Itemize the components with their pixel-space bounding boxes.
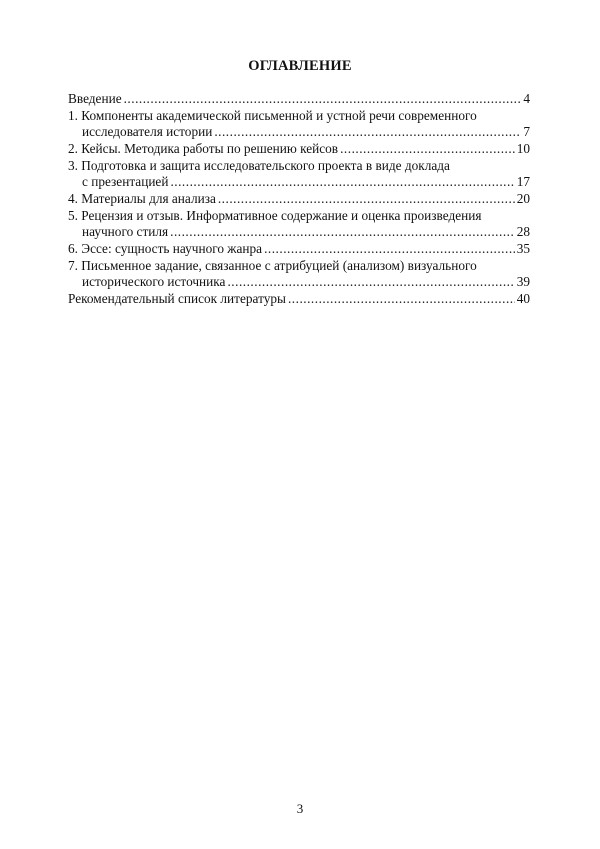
toc-entry-title-continuation: научного стиля bbox=[82, 224, 169, 239]
toc-entry-chapter-6[interactable] bbox=[68, 241, 530, 257]
toc-entry-chapter-7[interactable] bbox=[68, 258, 530, 290]
toc-entry-title: 4. Материалы для анализа bbox=[68, 191, 216, 206]
toc-line bbox=[68, 224, 530, 240]
toc-entry-title-continuation: с презентацией bbox=[82, 174, 169, 189]
toc-line bbox=[68, 291, 530, 307]
toc-entry-title: Введение bbox=[68, 91, 122, 106]
toc-entry-chapter-2[interactable] bbox=[68, 141, 530, 157]
toc-entry-bibliography[interactable] bbox=[68, 291, 530, 307]
toc-line bbox=[68, 124, 530, 140]
toc-entry-title: 2. Кейсы. Методика работы по решению кейсов bbox=[68, 141, 339, 156]
toc-line bbox=[68, 241, 530, 257]
page-title: ОГЛАВЛЕНИЕ bbox=[248, 58, 352, 74]
toc-page-number: 20 bbox=[516, 191, 530, 206]
toc-entry-title-continuation: исторического источника bbox=[82, 274, 226, 289]
page-number-footer: 3 bbox=[296, 801, 304, 816]
dot-leader bbox=[264, 241, 515, 257]
toc-entry-title-first-line: 3. Подготовка и защита исследовательского проекта в виде доклада bbox=[68, 158, 450, 173]
toc-line bbox=[68, 191, 530, 207]
toc-line bbox=[68, 91, 530, 107]
toc-line bbox=[68, 274, 530, 290]
dot-leader bbox=[288, 291, 515, 307]
toc-entry-introduction[interactable] bbox=[68, 91, 530, 107]
dot-leader bbox=[124, 91, 522, 107]
toc-page-number: 4 bbox=[523, 91, 530, 106]
table-of-contents bbox=[68, 91, 530, 308]
toc-line bbox=[68, 174, 530, 190]
dot-leader bbox=[218, 191, 515, 207]
toc-page-number: 17 bbox=[516, 174, 530, 189]
toc-page-number: 28 bbox=[516, 224, 530, 239]
toc-page-number: 35 bbox=[516, 241, 530, 256]
toc-entry-title-first-line: 5. Рецензия и отзыв. Информативное содержание и оценка произведения bbox=[68, 208, 482, 223]
toc-line bbox=[68, 141, 530, 157]
toc-page-number: 10 bbox=[516, 141, 530, 156]
toc-entry-title-continuation: исследователя истории bbox=[82, 124, 213, 139]
dot-leader bbox=[170, 224, 515, 240]
toc-entry-title: 6. Эссе: сущность научного жанра bbox=[68, 241, 263, 256]
toc-entry-title-first-line: 7. Письменное задание, связанное с атрибуцией (анализом) визуального bbox=[68, 258, 477, 273]
toc-entry-title: Рекомендательный список литературы bbox=[68, 291, 286, 306]
dot-leader bbox=[214, 124, 521, 140]
toc-page-number: 39 bbox=[516, 274, 530, 289]
dot-leader bbox=[340, 141, 515, 157]
toc-page-number: 40 bbox=[516, 291, 530, 306]
dot-leader bbox=[227, 274, 514, 290]
toc-page-number: 7 bbox=[523, 124, 530, 139]
dot-leader bbox=[170, 174, 514, 190]
toc-entry-chapter-3[interactable] bbox=[68, 158, 530, 190]
toc-entry-chapter-4[interactable] bbox=[68, 191, 530, 207]
toc-entry-title-first-line: 1. Компоненты академической письменной и устной речи современного bbox=[68, 108, 477, 123]
toc-entry-chapter-5[interactable] bbox=[68, 208, 530, 240]
toc-entry-chapter-1[interactable] bbox=[68, 108, 530, 140]
